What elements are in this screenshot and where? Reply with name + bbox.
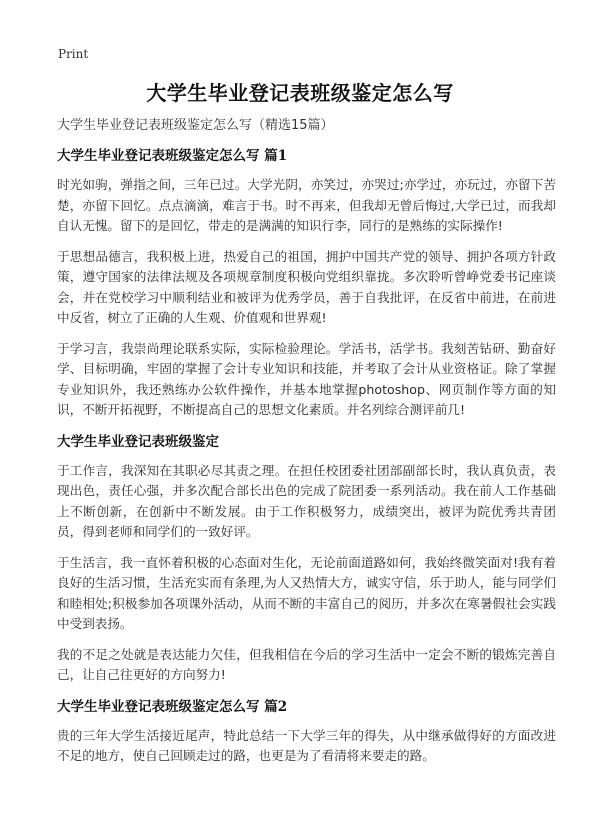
section-1 (57, 145, 556, 421)
document-subtitle: 大学生毕业登记表班级鉴定怎么写（精选15篇） (57, 118, 334, 133)
paragraph: 我的不足之处就是表达能力欠佳，但我相信在今后的学习生活中一定会不断的锻炼完善自己，让自己往更好的方向努力! (57, 646, 556, 682)
paragraph: 于思想品德言，我积极上进，热爱自己的祖国，拥护中国共产党的领导、拥护各项方针政策，遵守国家的法律法规及各项规章制度积极向党组织靠拢。多次聆听曾峥党委书记座谈会，并在党校学习中顺利结业和被评为优秀学员，善于自我批评，在反省中前进，在前进中反省，树立了正确的人生观、价值观和世界观! (57, 248, 556, 325)
section-heading: 大学生毕业登记表班级鉴定怎么写 篇2 (57, 698, 288, 715)
paragraph: 贵的三年大学生活接近尾声，特此总结一下大学三年的得失，从中继承做得好的方面改进不足的地方，使自己回顾走过的路，也更是为了看清将来要走的路。 (57, 727, 556, 763)
section-2 (57, 431, 556, 686)
document-body (57, 116, 556, 777)
section-3 (57, 696, 556, 767)
paragraph: 于学习言，我崇尚理论联系实际，实际检验理论。学活书，活学书。我刻苦钻研、勤奋好学、目标明确，牢固的掌握了会计专业知识和技能，并考取了会计从业资格证。除了掌握专业知识外，我还熟练办公软件操作，并基本地掌握photoshop、网页制作等方面的知识，不断开拓视野，不断提高自己的思想文化素质。并名列综合测评前几! (57, 340, 556, 417)
paragraph: 时光如驹，弹指之间，三年已过。大学光阴，亦笑过，亦哭过;亦学过，亦玩过，亦留下苦楚，亦留下回忆。点点滴滴，难言于书。时不再来，但我却无曾后悔过,大学已过，而我却自认无愧。留下的是回忆，带走的是满满的知识行李，同行的是熟练的实际操作! (57, 177, 556, 233)
page-title: 大学生毕业登记表班级鉴定怎么写 (146, 81, 454, 105)
paragraph: 于工作言，我深知在其职必尽其责之理。在担任校团委社团部副部长时，我认真负责，表现出色，责任心强，并多次配合部长出色的完成了院团委一系列活动。我在前人工作基础上不断创新，在创新中不断发展。由于工作积极努力，成绩突出，被评为院优秀共青团员，得到老师和同学们的一致好评。 (57, 462, 556, 539)
paragraph: 于生活言，我一直怀着积极的心态面对生化，无论前面道路如何，我始终微笑面对!我有着良好的生活习惯，生活充实而有条理,为人又热情大方，诚实守信，乐于助人，能与同学们和睦相处;积极参加各项课外活动，从而不断的丰富自己的阅历，并多次在寒暑假社会实践中受到表扬。 (57, 554, 556, 631)
print-link[interactable]: Print (58, 47, 89, 61)
section-heading: 大学生毕业登记表班级鉴定 (57, 433, 219, 450)
section-heading: 大学生毕业登记表班级鉴定怎么写 篇1 (57, 148, 288, 164)
